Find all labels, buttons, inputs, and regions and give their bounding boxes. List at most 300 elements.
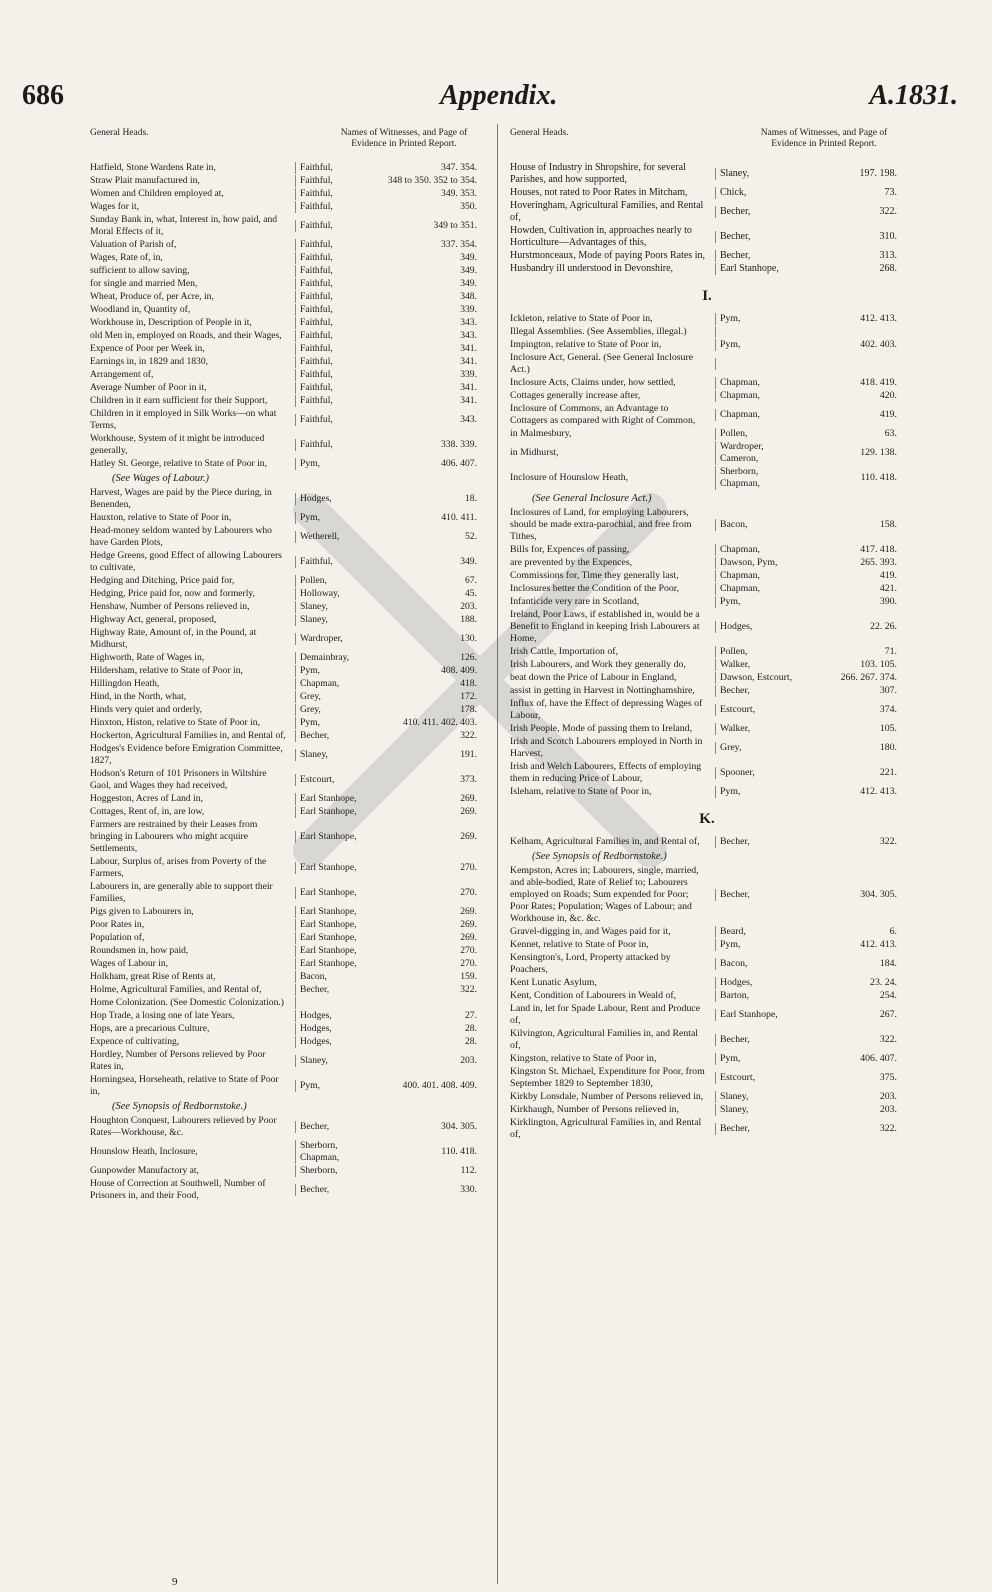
entry-head: in Midhurst, (510, 447, 559, 458)
entry-witness: Estcourt, (715, 704, 793, 716)
entry-witness: Hodges, (715, 977, 793, 989)
index-entry (90, 984, 484, 997)
entry-witness: Chapman, (715, 390, 793, 402)
index-entry (510, 926, 904, 939)
index-entry (90, 793, 484, 806)
entry-head: Kingston St. Michael, Expenditure for Poor, from September 1829 to September 1830, (510, 1066, 705, 1089)
entry-witness: Pym, (715, 313, 793, 325)
entry-pages: 322. (879, 1034, 897, 1045)
entry-witness: Earl Stanhope, (295, 806, 373, 818)
index-entry (510, 865, 904, 926)
entry-pages: 343. (460, 330, 477, 341)
entry-head: Farmers are restrained by their Leases from bringing in Labourers who might acquire Settlements, (90, 819, 258, 854)
entry-head: Wages for it, (90, 201, 140, 212)
index-entry (90, 601, 484, 614)
index-entry (510, 736, 904, 761)
general-heads-label: General Heads. (510, 128, 569, 138)
entry-head: Hockerton, Agricultural Families in, and Rental of, (90, 730, 286, 741)
entry-head: Labourers in, are generally able to support their Families, (90, 881, 273, 904)
entry-pages: 28. (465, 1023, 477, 1034)
index-entry (510, 952, 904, 977)
entry-head: Husbandry ill understood in Devonshire, (510, 263, 674, 274)
entry-head: Hurstmonceaux, Mode of paying Poors Rates in, (510, 250, 705, 261)
index-entry (510, 162, 904, 187)
entry-witness: Pym, (715, 596, 793, 608)
entry-pages: 63. (884, 428, 897, 439)
entry-witness: Faithful, (295, 414, 373, 426)
entry-witness: Faithful, (295, 395, 373, 407)
index-entry (90, 265, 484, 278)
index-entry (510, 609, 904, 646)
entry-witness: Beard, (715, 926, 793, 938)
entry-witness: Faithful, (295, 201, 373, 213)
entry-head: Gunpowder Manufactory at, (90, 1165, 199, 1176)
entry-witness: Earl Stanhope, (295, 932, 373, 944)
entry-head: Hoveringham, Agricultural Families, and Rental of, (510, 200, 704, 223)
entry-head: Gravel-digging in, and Wages paid for it, (510, 926, 671, 937)
index-entry (90, 856, 484, 881)
entry-head: old Men in, employed on Roads, and their Wages, (90, 330, 282, 341)
index-entry (90, 1049, 484, 1074)
right-column-header (510, 126, 904, 162)
entry-pages: 203. (460, 1055, 477, 1066)
index-entry (90, 768, 484, 793)
entry-head: Ireland, Poor Laws, if established in, would be a Benefit to England in keeping Irish Labourers at Home, (510, 609, 700, 644)
entry-witness: Faithful, (295, 291, 373, 303)
entry-pages: 73. (884, 187, 897, 198)
page-number: 686 (22, 80, 64, 111)
index-entry (510, 507, 904, 544)
entry-pages: 374. (879, 704, 897, 715)
entry-head: Ickleton, relative to State of Poor in, (510, 313, 653, 324)
index-entry (90, 1036, 484, 1049)
index-entry (90, 239, 484, 252)
entry-head: Holme, Agricultural Families, and Rental of, (90, 984, 262, 995)
index-entry (510, 352, 904, 377)
entry-head: Irish People, Mode of passing them to Ireland, (510, 723, 693, 734)
index-entry (90, 806, 484, 819)
index-entry (90, 278, 484, 291)
entry-witness: Becher, (715, 250, 793, 262)
entry-pages: 188. (460, 614, 477, 625)
entry-witness: Faithful, (295, 343, 373, 355)
entry-pages: 307. (879, 685, 897, 696)
index-entry (510, 990, 904, 1003)
entry-pages: 191. (460, 749, 477, 760)
entry-head: Hop Trade, a losing one of late Years, (90, 1010, 235, 1021)
index-entry (510, 646, 904, 659)
index-entry (90, 291, 484, 304)
index-entry (90, 919, 484, 932)
index-entry (90, 906, 484, 919)
entry-head: Wages of Labour in, (90, 958, 169, 969)
index-entry (510, 786, 904, 799)
entry-witness: Faithful, (295, 439, 373, 451)
index-entry (90, 627, 484, 652)
entry-head: Horningsea, Horseheath, relative to State of Poor in, (90, 1074, 279, 1097)
entry-witness: Bacon, (295, 971, 373, 983)
signature-mark: 9 (172, 1576, 178, 1588)
index-entry (510, 1091, 904, 1104)
index-entry (510, 326, 904, 339)
page-title: Appendix. (440, 80, 558, 111)
entry-pages: 71. (884, 646, 897, 657)
entry-witness: Chick, (715, 187, 793, 199)
entry-witness: Slaney, (295, 749, 373, 761)
index-entry (510, 596, 904, 609)
entry-witness: Faithful, (295, 382, 373, 394)
entry-witness: Hodges, (715, 621, 793, 633)
entry-head: Inclosure Acts, Claims under, how settled, (510, 377, 676, 388)
index-entry (90, 304, 484, 317)
entry-head: Arrangement of, (90, 369, 154, 380)
entry-head: Inclosure Act, General. (See General Inclosure Act.) (510, 352, 694, 375)
entry-head: Hedging, Price paid for, now and formerly, (90, 588, 255, 599)
index-entry (90, 433, 484, 458)
index-entry (90, 1115, 484, 1140)
entry-pages: 349 to 351. (433, 220, 477, 231)
index-entry (510, 1066, 904, 1091)
entry-pages: 417. 418. (860, 544, 897, 555)
entry-witness: Pym, (715, 339, 793, 351)
year-label: A.1831. (869, 80, 958, 111)
index-entry (90, 487, 484, 512)
entry-pages: 339. (460, 304, 477, 315)
entry-witness: Chapman, (715, 570, 793, 582)
entry-witness: Earl Stanhope, (295, 831, 373, 843)
entry-pages: 180. (879, 742, 897, 753)
see-also-note: (See Wages of Labour.) (112, 473, 210, 484)
entry-pages: 270. (460, 887, 477, 898)
index-entry (90, 356, 484, 369)
entry-head: Hounslow Heath, Inclosure, (90, 1146, 198, 1157)
index-entry (90, 369, 484, 382)
index-entry (90, 175, 484, 188)
entry-witness: Pollen, (715, 646, 793, 658)
entry-witness: Pym, (295, 717, 373, 729)
entry-witness: Dawson, Pym, (715, 557, 793, 569)
entry-pages: 349. (460, 265, 477, 276)
index-entry (90, 1010, 484, 1023)
entry-witness: Holloway, (295, 588, 373, 600)
entry-pages: 254. (879, 990, 897, 1001)
entry-witness: Pym, (715, 939, 793, 951)
entry-pages: 130. (460, 633, 477, 644)
entry-witness: Hodges, (295, 493, 373, 505)
entry-pages: 270. (460, 862, 477, 873)
entry-pages: 67. (465, 575, 477, 586)
entry-witness: Pym, (295, 512, 373, 524)
entry-pages: 341. (460, 356, 477, 367)
entry-pages: 412. 413. (860, 939, 897, 950)
entry-witness: Earl Stanhope, (295, 862, 373, 874)
index-entry (510, 187, 904, 200)
entry-pages: 421. (879, 583, 897, 594)
entry-pages: 269. (460, 919, 477, 930)
section-i-entry-list (510, 313, 904, 799)
index-entry (90, 252, 484, 265)
index-entry (90, 717, 484, 730)
entry-pages: 112. (460, 1165, 477, 1176)
entry-head: Valuation of Parish of, (90, 239, 177, 250)
entry-pages: 52. (465, 531, 477, 542)
entry-head: Hedging and Ditching, Price paid for, (90, 575, 235, 586)
entry-witness: Faithful, (295, 188, 373, 200)
index-entry (90, 408, 484, 433)
index-entry (90, 819, 484, 856)
entry-head: Inclosures of Land, for employing Labourers, should be made extra-parochial, and free from Tithes, (510, 507, 692, 542)
entry-witness: Becher, (295, 984, 373, 996)
entry-pages: 27. (465, 1010, 477, 1021)
index-entry (90, 1023, 484, 1036)
entry-head: Howden, Cultivation in, approaches nearly to Horticulture—Advantages of this, (510, 225, 692, 248)
entry-head: Home Colonization. (See Domestic Colonization.) (90, 997, 284, 1008)
entry-pages: 347. 354. (441, 162, 477, 173)
entry-witness: Chapman, (295, 678, 373, 690)
entry-head: Head-money seldom wanted by Labourers who have Garden Plots, (90, 525, 272, 548)
entry-witness: Faithful, (295, 162, 373, 174)
index-entry (510, 1053, 904, 1066)
index-entry (510, 570, 904, 583)
entry-pages: 269. (460, 932, 477, 943)
entry-witness: Faithful, (295, 304, 373, 316)
entry-witness: Becher, (715, 206, 793, 218)
entry-head: Expence of Poor per Week in, (90, 343, 205, 354)
left-entry-list (90, 162, 484, 1203)
index-entry (510, 466, 904, 491)
entry-pages: 338. 339. (441, 439, 477, 450)
entry-pages: 28. (465, 1036, 477, 1047)
entry-head: Kelham, Agricultural Families in, and Rental of, (510, 836, 700, 847)
index-entry (510, 339, 904, 352)
entry-witness: Chapman, (715, 377, 793, 389)
entry-head: sufficient to allow saving, (90, 265, 190, 276)
index-entry (90, 678, 484, 691)
index-entry (90, 382, 484, 395)
index-entry (90, 588, 484, 601)
index-entry (510, 583, 904, 596)
index-entry (90, 458, 484, 471)
entry-witness (715, 358, 793, 370)
entry-head: Women and Children employed at, (90, 188, 224, 199)
entry-pages: 419. (879, 409, 897, 420)
entry-pages: 341. (460, 395, 477, 406)
entry-witness: Earl Stanhope, (295, 906, 373, 918)
entry-pages: 349. (460, 556, 477, 567)
index-entry (510, 390, 904, 403)
entry-pages: 322. (879, 836, 897, 847)
entry-pages: 45. (465, 588, 477, 599)
entry-witness: Earl Stanhope, (295, 793, 373, 805)
index-entry (90, 317, 484, 330)
entry-witness: Walker, (715, 659, 793, 671)
entry-witness: Becher, (295, 1121, 373, 1133)
entry-witness: Pym, (295, 1080, 373, 1092)
entry-head: Hoggeston, Acres of Land in, (90, 793, 203, 804)
entry-pages: 406. 407. (441, 458, 477, 469)
index-entry (510, 557, 904, 570)
entry-head: Hind, in the North, what, (90, 691, 187, 702)
entry-witness: Chapman, (715, 544, 793, 556)
entry-pages: 375. (879, 1072, 897, 1083)
entry-pages: 343. (460, 317, 477, 328)
entry-pages: 269. (460, 906, 477, 917)
entry-head: Children in it earn sufficient for their Support, (90, 395, 268, 406)
entry-head: Kent Lunatic Asylum, (510, 977, 597, 988)
entry-pages: 126. (460, 652, 477, 663)
index-entry (90, 945, 484, 958)
index-entry (90, 550, 484, 575)
entry-witness: Faithful, (295, 356, 373, 368)
index-entry (90, 997, 484, 1010)
entry-pages: 203. (460, 601, 477, 612)
entry-head: Kirklington, Agricultural Families in, and Rental of, (510, 1117, 702, 1140)
entry-witness: Earl Stanhope, (295, 887, 373, 899)
index-entry (510, 1117, 904, 1142)
entry-witness: Wardroper, (295, 633, 373, 645)
entry-head: Kennet, relative to State of Poor in, (510, 939, 649, 950)
entry-pages: 419. (879, 570, 897, 581)
entry-pages: 410. 411. (441, 512, 477, 523)
entry-head: Pigs given to Labourers in, (90, 906, 194, 917)
entry-pages: 341. (460, 343, 477, 354)
entry-witness: Faithful, (295, 175, 373, 187)
entry-head: Inclosure of Hounslow Heath, (510, 472, 629, 483)
entry-head: Hatfield, Stone Wardens Rate in, (90, 162, 216, 173)
entry-witness: Grey, (295, 691, 373, 703)
entry-head: Irish and Scotch Labourers employed in North in Harvest, (510, 736, 703, 759)
entry-pages: 203. (879, 1091, 897, 1102)
entry-pages: 267. (879, 1009, 897, 1020)
entry-head: Hodges's Evidence before Emigration Committee, 1827, (90, 743, 283, 766)
entry-witness: Spooner, (715, 767, 793, 779)
entry-pages: 23. 24. (870, 977, 897, 988)
entry-head: Henshaw, Number of Persons relieved in, (90, 601, 250, 612)
entry-witness: Slaney, (295, 601, 373, 613)
entry-witness: Barton, (715, 990, 793, 1002)
entry-pages: 418. (460, 678, 477, 689)
entry-head: Population of, (90, 932, 145, 943)
entry-head: Infanticide very rare in Scotland, (510, 596, 640, 607)
index-entry (510, 428, 904, 441)
entry-witness: Becher, (715, 685, 793, 697)
entry-head: Sunday Bank in, what, Interest in, how paid, and Moral Effects of it, (90, 214, 278, 237)
section-letter-k: K. (699, 811, 715, 827)
entry-witness: Pym, (715, 786, 793, 798)
page-header (0, 80, 992, 120)
entry-pages: 322. (460, 984, 477, 995)
index-entry (90, 704, 484, 717)
entry-witness: Faithful, (295, 556, 373, 568)
entry-head: Hauxton, relative to State of Poor in, (90, 512, 232, 523)
index-entry (510, 723, 904, 736)
entry-witness: Slaney, (295, 614, 373, 626)
entry-pages: 390. (879, 596, 897, 607)
index-entry (90, 881, 484, 906)
entry-pages: 349. (460, 278, 477, 289)
entry-pages: 322. (879, 1123, 897, 1134)
index-entry (90, 214, 484, 239)
index-entry (510, 1028, 904, 1053)
entry-head: Poor Rates in, (90, 919, 145, 930)
entry-witness: Earl Stanhope, (295, 919, 373, 931)
entry-head: in Malmesbury, (510, 428, 572, 439)
entry-witness: Hodges, (295, 1023, 373, 1035)
entry-witness: Becher, (715, 1034, 793, 1046)
entry-pages: 348 to 350. 352 to 354. (387, 175, 477, 186)
entry-pages: 373. (460, 774, 477, 785)
entry-head: Illegal Assemblies. (See Assemblies, illegal.) (510, 326, 687, 337)
entry-witness: Slaney, (715, 1091, 793, 1103)
entry-head: Irish Labourers, and Work they generally do, (510, 659, 686, 670)
entry-pages: 337. 354. (441, 239, 477, 250)
entry-pages: 110. 418. (860, 472, 897, 483)
entry-pages: 178. (460, 704, 477, 715)
index-entry (90, 525, 484, 550)
entry-head: Hops, are a precarious Culture, (90, 1023, 210, 1034)
entry-witness: Wardroper, Cameron, (715, 441, 793, 465)
entry-pages: 406. 407. (860, 1053, 897, 1064)
entry-witness: Pollen, (715, 428, 793, 440)
index-entry (90, 575, 484, 588)
entry-witness: Pym, (295, 665, 373, 677)
index-entry (90, 665, 484, 678)
entry-witness: Pollen, (295, 575, 373, 587)
general-heads-label: General Heads. (90, 128, 149, 138)
entry-pages: 412. 413. (860, 786, 897, 797)
entry-pages: 269. (460, 793, 477, 804)
entry-witness: Becher, (715, 889, 793, 901)
entry-head: Wages, Rate of, in, (90, 252, 163, 263)
index-entry (90, 395, 484, 408)
entry-witness: Grey, (715, 742, 793, 754)
index-entry (510, 1003, 904, 1028)
entry-witness: Becher, (295, 730, 373, 742)
index-entry (510, 761, 904, 786)
index-entry (90, 730, 484, 743)
entry-pages: 159. (460, 971, 477, 982)
entry-head: Irish Cattle, Importation of, (510, 646, 619, 657)
entry-pages: 348. (460, 291, 477, 302)
witnesses-label: Names of Witnesses, and Page of Evidence in Printed Report. (340, 128, 468, 149)
entry-head: Bills for, Expences of passing, (510, 544, 630, 555)
entry-head: Hedge Greens, good Effect of allowing Labourers to cultivate, (90, 550, 282, 573)
entry-head: Hodson's Return of 101 Prisoners in Wiltshire Gaol, and Wages they had received, (90, 768, 267, 791)
entry-head: Kingston, relative to State of Poor in, (510, 1053, 657, 1064)
entry-head: Kirkhaugh, Number of Persons relieved in, (510, 1104, 679, 1115)
see-also-note: (See General Inclosure Act.) (532, 493, 652, 504)
index-entry (90, 958, 484, 971)
entry-witness: Faithful, (295, 317, 373, 329)
entry-witness: Faithful, (295, 252, 373, 264)
entry-head: Roundsmen in, how paid, (90, 945, 189, 956)
entry-head: Holkham, great Rise of Rents at, (90, 971, 216, 982)
index-entry (90, 1074, 484, 1099)
entry-pages: 197. 198. (859, 168, 897, 179)
entry-pages: 420. (879, 390, 897, 401)
entry-head: Workhouse in, Description of People in it, (90, 317, 252, 328)
index-entry (510, 403, 904, 428)
entry-witness: Sherborn, Chapman, (715, 466, 793, 490)
index-entry (510, 685, 904, 698)
entry-witness (715, 326, 793, 338)
entry-witness: Estcourt, (295, 774, 373, 786)
entry-head: Workhouse, System of it might be introduced generally, (90, 433, 265, 456)
entry-witness: Hodges, (295, 1010, 373, 1022)
right-entry-list (510, 162, 904, 276)
entry-head: Earnings in, in 1829 and 1830, (90, 356, 209, 367)
entry-witness: Wetherell, (295, 531, 373, 543)
